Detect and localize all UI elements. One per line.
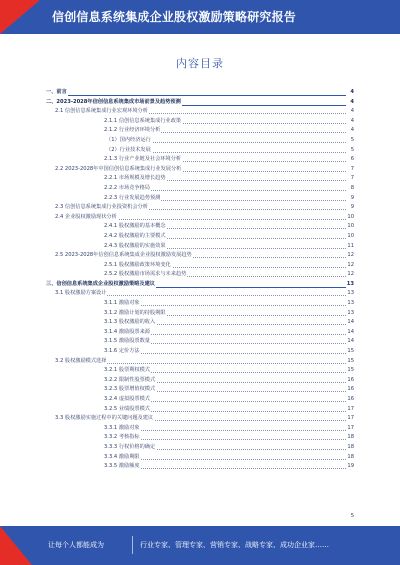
toc-entry[interactable] — [46, 242, 354, 252]
toc-entry[interactable] — [46, 309, 354, 319]
toc-entry-page: 12 — [347, 252, 354, 259]
toc-entry-page: 16 — [347, 386, 354, 393]
toc-entry-page: 18 — [347, 434, 354, 441]
toc-entry[interactable] — [46, 357, 354, 367]
toc-entry-text: 三、信创信息系统集成企业股权激励策略及建议 — [46, 280, 155, 287]
toc-entry-text: （2）行业技术发展 — [106, 146, 151, 153]
toc-entry[interactable] — [46, 251, 354, 261]
toc-entry-text: 3.2 股权激励模式选择 — [55, 357, 107, 364]
toc-entry[interactable] — [46, 146, 354, 156]
toc-entry-text: 3.2.2 限制性股票模式 — [104, 376, 156, 383]
table-of-contents — [46, 88, 354, 472]
toc-entry-page: 4 — [350, 117, 354, 124]
toc-entry-page: 12 — [347, 261, 354, 268]
toc-entry-text: 3.3.2 考核指标 — [104, 434, 140, 441]
toc-entry-page: 9 — [350, 204, 354, 211]
page-footer — [0, 526, 400, 565]
toc-entry-text: 一、前言 — [46, 89, 67, 95]
toc-entry-page: 4 — [350, 108, 354, 115]
toc-entry[interactable] — [46, 261, 354, 271]
toc-entry-page: 13 — [346, 280, 354, 287]
toc-entry-text: 2.5 2023-2028年信创信息系统集成企业股权激励发展趋势 — [55, 252, 192, 259]
toc-entry[interactable] — [46, 443, 354, 453]
toc-entry-text: 3.1.6 定价方法 — [104, 348, 140, 355]
toc-entry[interactable] — [46, 222, 354, 232]
toc-entry-page: 10 — [347, 223, 354, 230]
toc-entry-page: 10 — [347, 213, 354, 220]
toc-entry-text: 2.4.1 股权激励的基本概念 — [104, 223, 166, 230]
toc-entry-page: 14 — [347, 338, 354, 345]
toc-entry-page: 11 — [347, 242, 354, 249]
toc-entry-text: 2.2 2023-2028年中国信创信息系统集成行业发展分析 — [55, 165, 182, 172]
toc-entry[interactable] — [46, 88, 354, 98]
toc-entry-page: 4 — [350, 89, 354, 95]
toc-entry-page: 7 — [350, 175, 354, 182]
footer-roles: 行业专家、管理专家、营销专家、战略专家、成功企业家…… — [140, 541, 329, 549]
toc-entry[interactable] — [46, 405, 354, 415]
toc-entry-page: 16 — [347, 376, 354, 383]
toc-entry-page: 13 — [347, 300, 354, 307]
toc-entry[interactable] — [46, 213, 354, 223]
toc-entry[interactable] — [46, 462, 354, 472]
toc-entry-page: 16 — [347, 396, 354, 402]
toc-entry-text: 2.2.2 市场竞争格局 — [104, 184, 150, 191]
toc-entry-page: 13 — [347, 290, 354, 297]
toc-entry-text: 2.1.1 信创信息系统集成行业政策 — [104, 117, 182, 124]
toc-entry-page: 6 — [350, 156, 354, 163]
toc-entry-text: 3.3 股权激励实施过程中的关键问题及建议 — [55, 415, 154, 422]
toc-entry-text: 3.1.3 股权激励的收入 — [104, 319, 156, 326]
toc-entry-page: 10 — [347, 232, 354, 239]
toc-entry[interactable] — [46, 270, 354, 280]
toc-entry[interactable] — [46, 289, 354, 299]
footer-red-corner — [0, 526, 32, 565]
toc-entry-page: 15 — [347, 367, 354, 374]
toc-entry[interactable] — [46, 117, 354, 127]
toc-entry[interactable] — [46, 376, 354, 386]
toc-entry[interactable] — [46, 184, 354, 194]
toc-entry-text: 2.1.3 行业产业链及社会环境分析 — [104, 156, 182, 163]
toc-entry-text: 3.2.1 股票期权模式 — [104, 367, 150, 374]
toc-entry-page: 19 — [347, 463, 354, 470]
toc-entry-page: 17 — [347, 415, 354, 422]
toc-entry-page: 13 — [347, 309, 354, 316]
toc-entry[interactable] — [46, 433, 354, 443]
toc-entry-page: 17 — [347, 405, 354, 412]
toc-entry[interactable] — [46, 126, 354, 136]
toc-entry-page: 8 — [350, 184, 354, 191]
toc-entry[interactable] — [46, 232, 354, 242]
toc-entry[interactable] — [46, 155, 354, 165]
toc-entry-text: 2.3 信创信息系统集成行业投资机会分析 — [55, 204, 148, 211]
toc-entry-page: 4 — [350, 127, 354, 134]
toc-entry-text: 2.5.2 股权激励市场需求与未来趋势 — [104, 271, 187, 278]
toc-entry[interactable] — [46, 424, 354, 434]
toc-entry-page: 12 — [347, 271, 354, 278]
toc-entry-page: 14 — [347, 319, 354, 326]
toc-entry[interactable] — [46, 337, 354, 347]
toc-entry[interactable] — [46, 107, 354, 117]
toc-entry-text: 2.4.3 股权激励的实施效果 — [104, 242, 166, 249]
toc-entry-text: 3.1 股权激励方案设计 — [55, 290, 107, 297]
toc-entry-text: 3.1.5 激励股票数量 — [104, 338, 150, 345]
toc-entry-page: 5 — [350, 146, 354, 153]
toc-entry-page: 15 — [347, 357, 354, 364]
toc-entry-text: 3.3.3 行权价格的确定 — [104, 443, 156, 450]
report-title: 信创信息系统集成企业股权激励策略研究报告 — [52, 10, 297, 24]
toc-entry-text: 3.2.4 虚拟股票模式 — [104, 396, 150, 402]
toc-entry[interactable] — [46, 395, 354, 405]
toc-entry-text: 2.4 企业股权激励现状分析 — [55, 213, 117, 220]
toc-entry-text: （1）国内经济运行 — [106, 136, 151, 143]
toc-entry[interactable] — [46, 174, 354, 184]
trailing-page-number: 5 — [350, 513, 354, 519]
toc-entry[interactable] — [46, 366, 354, 376]
footer-divider — [132, 536, 133, 554]
toc-entry[interactable] — [46, 347, 354, 357]
toc-entry-text: 2.1 信创信息系统集成行业宏观环境分析 — [55, 108, 148, 115]
toc-entry[interactable] — [46, 136, 354, 146]
toc-entry-page: 4 — [350, 98, 354, 105]
toc-entry[interactable] — [46, 194, 354, 204]
toc-entry-text: 2.1.2 行业经济环境分析 — [104, 127, 161, 134]
toc-entry[interactable] — [46, 385, 354, 395]
toc-entry[interactable] — [46, 328, 354, 338]
toc-entry[interactable] — [46, 299, 354, 309]
toc-heading: 内容目录 — [176, 57, 224, 70]
toc-entry[interactable] — [46, 318, 354, 328]
toc-leader-dots — [46, 95, 346, 96]
toc-entry-page: 15 — [347, 348, 354, 355]
toc-entry-text: 3.1.4 激励股票来源 — [104, 328, 150, 335]
toc-entry-text: 3.3.5 激励额度 — [104, 463, 140, 470]
header-red-corner — [0, 0, 40, 34]
toc-entry-text: 2.2.1 市场规模及增长趋势 — [104, 175, 166, 182]
toc-entry-page: 9 — [350, 194, 354, 201]
toc-entry-text: 3.2.5 业绩股票模式 — [104, 405, 150, 412]
toc-entry-text: 3.1.1 激励对象 — [104, 300, 140, 307]
toc-entry-text: 2.2.3 行业发展趋势预测 — [104, 194, 161, 201]
toc-entry-text: 2.5.1 股权激励政策环境变化 — [104, 261, 171, 268]
toc-entry[interactable] — [46, 203, 354, 213]
toc-entry-text: 3.1.2 激励计划的持股期限 — [104, 309, 166, 316]
toc-entry[interactable] — [46, 414, 354, 424]
toc-entry[interactable] — [46, 280, 354, 290]
toc-entry-page: 18 — [347, 443, 354, 450]
toc-entry[interactable] — [46, 98, 354, 108]
footer-slogan: 让每个人都能成为 — [48, 541, 104, 549]
toc-entry-page: 5 — [350, 136, 354, 143]
page-header — [0, 0, 400, 34]
toc-entry-page: 7 — [350, 165, 354, 172]
toc-entry-text: 3.3.4 激励期限 — [104, 453, 140, 460]
toc-entry[interactable] — [46, 165, 354, 175]
toc-entry-page: 17 — [347, 424, 354, 431]
toc-entry-text: 3.3.1 激励对象 — [104, 424, 140, 431]
toc-entry-text: 二、2023-2028年信创信息系统集成市场前景及趋势预测 — [46, 98, 181, 105]
toc-entry[interactable] — [46, 453, 354, 463]
toc-entry-page: 14 — [347, 328, 354, 335]
toc-entry-page: 18 — [347, 453, 354, 460]
toc-entry-text: 2.4.2 股权激励的主要模式 — [104, 232, 166, 239]
toc-entry-text: 3.2.3 股票增值权模式 — [104, 386, 156, 393]
